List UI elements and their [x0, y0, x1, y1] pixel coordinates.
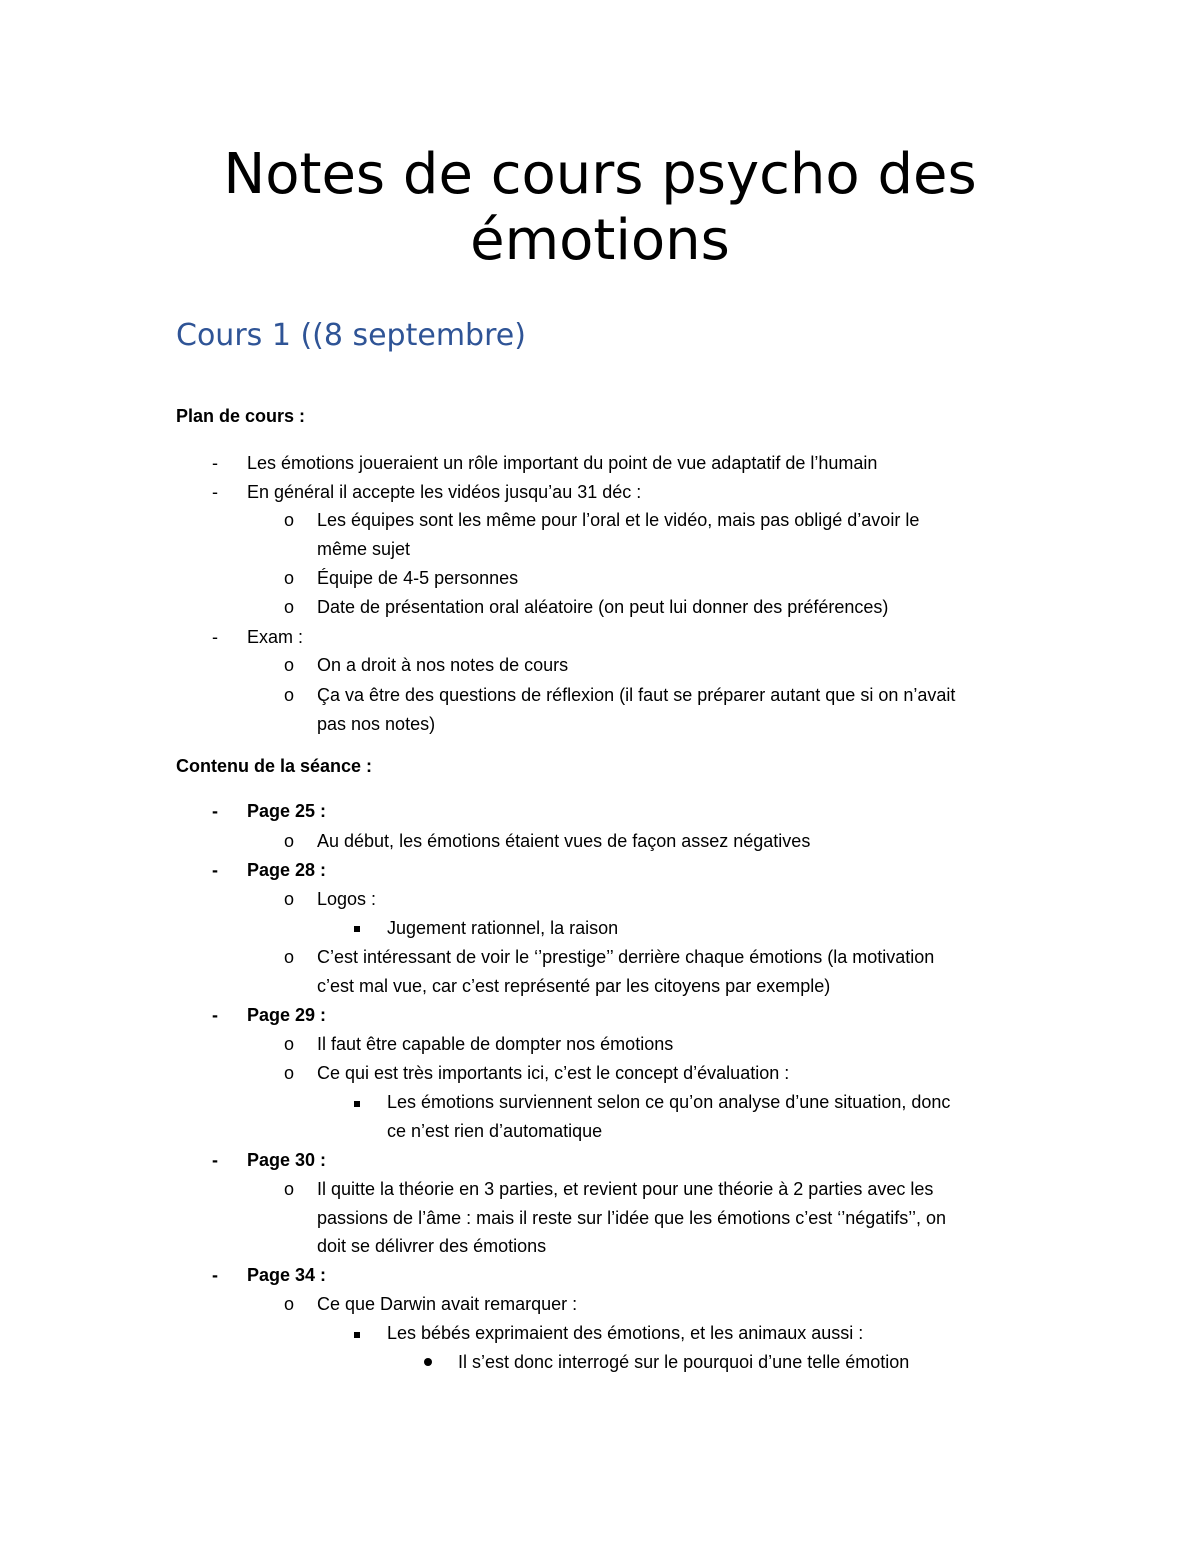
list-item: Exam :: [247, 627, 304, 647]
list-item: Les émotions joueraient un rôle important du point de vue adaptatif de l’humain: [247, 453, 878, 473]
list-item: Ce qui est très importants ici, c’est le concept d’évaluation :: [317, 1063, 790, 1083]
list-item: Les équipes sont les même pour l’oral et le vidéo, mais pas obligé d’avoir le: [317, 510, 920, 530]
round-bullet: [424, 1358, 432, 1366]
circle-marker: o: [284, 685, 295, 705]
square-bullet: [354, 926, 360, 932]
section-heading: Cours 1 ((8 septembre): [176, 318, 526, 353]
list-item: Jugement rationnel, la raison: [387, 918, 619, 938]
list-item-continued: pas nos notes): [317, 714, 436, 734]
dash-marker: -: [212, 1150, 218, 1170]
page-heading: Page 29 :: [247, 1005, 327, 1025]
list-item: On a droit à nos notes de cours: [317, 655, 569, 675]
title-line-2: émotions: [470, 208, 730, 273]
circle-marker: o: [284, 568, 295, 588]
circle-marker: o: [284, 597, 295, 617]
list-item-continued: même sujet: [317, 539, 411, 559]
circle-marker: o: [284, 1179, 295, 1199]
circle-marker: o: [284, 889, 295, 909]
dash-marker: -: [212, 1265, 218, 1285]
circle-marker: o: [284, 510, 295, 530]
list-item: Date de présentation oral aléatoire (on peut lui donner des préférences): [317, 597, 889, 617]
title-line-1: Notes de cours psycho des: [223, 142, 977, 207]
list-item: Ça va être des questions de réflexion (il faut se préparer autant que si on n’avait: [317, 685, 956, 705]
circle-marker: o: [284, 1294, 295, 1314]
square-bullet: [354, 1332, 360, 1338]
page-heading: Page 30 :: [247, 1150, 327, 1170]
list-item-continued: c’est mal vue, car c’est représenté par les citoyens par exemple): [317, 976, 831, 996]
list-item: Il faut être capable de dompter nos émotions: [317, 1034, 674, 1054]
plan-label: Plan de cours :: [176, 406, 306, 426]
list-item: Les bébés exprimaient des émotions, et les animaux aussi :: [387, 1323, 864, 1343]
square-bullet: [354, 1101, 360, 1107]
dash-marker: -: [212, 482, 218, 502]
list-item-continued: ce n’est rien d’automatique: [387, 1121, 603, 1141]
circle-marker: o: [284, 947, 295, 967]
list-item: En général il accepte les vidéos jusqu’au 31 déc :: [247, 482, 642, 502]
page-heading: Page 25 :: [247, 801, 327, 821]
list-item: Logos :: [317, 889, 377, 909]
page-heading: Page 34 :: [247, 1265, 327, 1285]
list-item: C’est intéressant de voir le ‘’prestige’’ derrière chaque émotions (la motivation: [317, 947, 935, 967]
dash-marker: -: [212, 627, 218, 647]
list-item: Équipe de 4-5 personnes: [317, 568, 519, 588]
list-item: Au début, les émotions étaient vues de façon assez négatives: [317, 831, 811, 851]
dash-marker: -: [212, 453, 218, 473]
contenu-label: Contenu de la séance :: [176, 756, 373, 776]
list-item-continued: passions de l’âme : mais il reste sur l’idée que les émotions c’est ‘’négatifs’’, on: [317, 1208, 946, 1228]
list-item: Ce que Darwin avait remarquer :: [317, 1294, 578, 1314]
circle-marker: o: [284, 1034, 295, 1054]
list-item: Les émotions surviennent selon ce qu’on analyse d’une situation, donc: [387, 1092, 951, 1112]
dash-marker: -: [212, 1005, 218, 1025]
page-heading: Page 28 :: [247, 860, 327, 880]
dash-marker: -: [212, 860, 218, 880]
list-item: Il quitte la théorie en 3 parties, et revient pour une théorie à 2 parties avec les: [317, 1179, 934, 1199]
list-item: Il s’est donc interrogé sur le pourquoi d’une telle émotion: [458, 1352, 910, 1372]
dash-marker: -: [212, 801, 218, 821]
circle-marker: o: [284, 1063, 295, 1083]
circle-marker: o: [284, 831, 295, 851]
circle-marker: o: [284, 655, 295, 675]
document-title: [0, 142, 1200, 274]
list-item-continued: doit se délivrer des émotions: [317, 1236, 547, 1256]
